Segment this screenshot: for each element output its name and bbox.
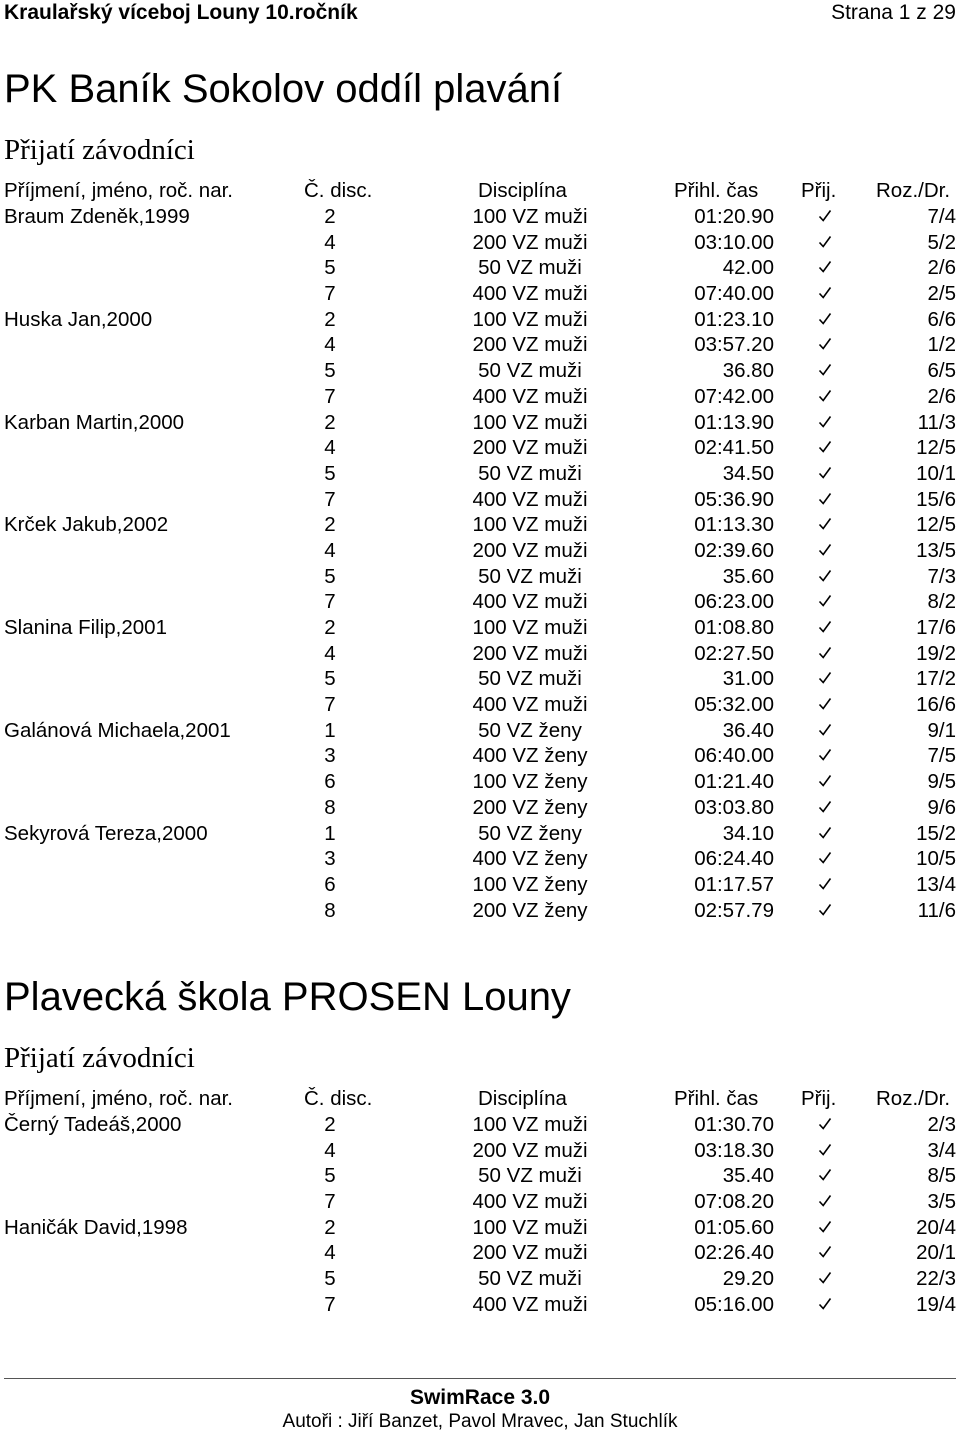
- table-row: [4, 615, 956, 641]
- spacer: [4, 166, 904, 178]
- discipline-number: 4: [324, 641, 336, 665]
- discipline-number: 5: [324, 359, 336, 383]
- event-name: Kraulařský víceboj Louny 10.ročník: [4, 1, 358, 24]
- discipline-name: 100 VZ muži: [472, 410, 588, 434]
- entry-time: 07:08.20: [694, 1190, 774, 1214]
- heat-lane: 13/4: [916, 872, 956, 896]
- column-header-name: Příjmení, jméno, roč. nar.: [4, 1087, 234, 1110]
- checkmark-icon: [814, 332, 836, 358]
- table-row: [4, 230, 956, 256]
- discipline-name: 100 VZ muži: [472, 1113, 588, 1136]
- checkmark-icon: [814, 435, 836, 461]
- table-row: [4, 1138, 956, 1164]
- swimmer-name: Huska Jan,2000: [4, 307, 153, 331]
- column-header-name: Příjmení, jméno, roč. nar.: [4, 179, 234, 202]
- column-header-chk: Přij.: [801, 179, 837, 202]
- table-row: [4, 512, 956, 538]
- table-row: [4, 435, 956, 461]
- heat-lane: 19/4: [916, 1292, 956, 1316]
- entry-time: 34.10: [722, 821, 774, 845]
- checkmark-icon: [814, 1240, 836, 1266]
- entry-time: 01:08.80: [694, 616, 774, 639]
- table-row: [4, 538, 956, 564]
- heat-lane: 9/6: [927, 795, 956, 819]
- entry-time: 02:27.50: [694, 641, 774, 665]
- discipline-number: 7: [324, 693, 336, 717]
- heat-lane: 19/2: [916, 641, 956, 665]
- table-row: [4, 718, 956, 744]
- table-row: [4, 1163, 956, 1189]
- page-counter: Strana 1 z 29: [831, 1, 956, 24]
- checkmark-icon: [814, 487, 836, 513]
- swimmer-name: Černý Tadeáš,2000: [4, 1113, 182, 1136]
- footer-title: SwimRace 3.0: [409, 1386, 551, 1409]
- heat-lane: 6/5: [927, 359, 956, 383]
- checkmark-icon: [814, 666, 836, 692]
- entry-time: 03:10.00: [694, 230, 774, 254]
- checkmark-icon: [814, 1266, 836, 1292]
- checkmark-icon: [814, 281, 836, 307]
- discipline-number: 4: [324, 230, 336, 254]
- checkmark-icon: [814, 1163, 836, 1189]
- heat-lane: 15/2: [916, 821, 956, 845]
- entry-time: 02:39.60: [694, 538, 774, 562]
- discipline-name: 400 VZ ženy: [472, 847, 588, 871]
- checkmark-icon: [814, 1292, 836, 1318]
- checkmark-icon: [814, 564, 836, 590]
- discipline-number: 1: [324, 821, 336, 845]
- discipline-name: 100 VZ muži: [472, 307, 588, 331]
- discipline-name: 200 VZ muži: [472, 538, 588, 562]
- entry-time: 36.80: [722, 359, 774, 383]
- discipline-number: 6: [324, 770, 336, 794]
- heat-lane: 6/6: [927, 307, 956, 331]
- column-header-disc: Disciplína: [478, 179, 567, 202]
- discipline-number: 5: [324, 256, 336, 280]
- checkmark-icon: [814, 512, 836, 538]
- column-header-roz: Roz./Dr.: [876, 1087, 951, 1110]
- discipline-name: 400 VZ muži: [472, 282, 588, 306]
- entry-time: 05:32.00: [694, 693, 774, 717]
- entry-time: 29.20: [722, 1267, 774, 1291]
- entry-time: 07:42.00: [694, 384, 774, 408]
- discipline-name: 100 VZ muži: [472, 513, 588, 537]
- checkmark-icon: [814, 692, 836, 718]
- spacer: [4, 1020, 904, 1042]
- table-row: [4, 1240, 956, 1266]
- heat-lane: 9/5: [927, 770, 956, 794]
- spacer: [4, 1074, 904, 1086]
- heat-lane: 7/5: [927, 744, 956, 768]
- table-row: [4, 332, 956, 358]
- checkmark-icon: [814, 589, 836, 615]
- discipline-name: 200 VZ muži: [472, 333, 588, 357]
- heat-lane: 13/5: [916, 538, 956, 562]
- discipline-name: 50 VZ muži: [478, 461, 582, 485]
- table-row: [4, 461, 956, 487]
- discipline-name: 50 VZ ženy: [478, 821, 582, 845]
- discipline-name: 50 VZ muži: [478, 256, 582, 280]
- discipline-name: 50 VZ muži: [478, 359, 582, 383]
- discipline-number: 2: [324, 1215, 336, 1239]
- checkmark-icon: [814, 384, 836, 410]
- checkmark-icon: [814, 743, 836, 769]
- discipline-name: 100 VZ ženy: [472, 872, 588, 896]
- discipline-number: 7: [324, 1292, 336, 1316]
- discipline-name: 400 VZ muži: [472, 1190, 588, 1214]
- table-header: [4, 1086, 951, 1112]
- entry-time: 06:40.00: [694, 744, 774, 768]
- discipline-number: 1: [324, 718, 336, 742]
- table-row: [4, 1266, 956, 1292]
- discipline-number: 5: [324, 461, 336, 485]
- entry-time: 03:18.30: [694, 1138, 774, 1162]
- club-section: [4, 66, 956, 923]
- discipline-name: 50 VZ ženy: [478, 718, 582, 742]
- heat-lane: 2/3: [927, 1113, 956, 1136]
- discipline-number: 7: [324, 1190, 336, 1214]
- entry-time: 01:13.30: [694, 513, 774, 537]
- discipline-number: 4: [324, 538, 336, 562]
- heat-lane: 2/6: [927, 256, 956, 280]
- table-row: [4, 898, 956, 924]
- checkmark-icon: [814, 538, 836, 564]
- table-row: [4, 204, 956, 230]
- table-row: [4, 384, 956, 410]
- discipline-name: 100 VZ muži: [472, 616, 588, 639]
- discipline-name: 200 VZ muži: [472, 230, 588, 254]
- column-header-time: Přihl. čas: [674, 179, 759, 202]
- discipline-number: 7: [324, 282, 336, 306]
- entry-time: 42.00: [722, 256, 774, 280]
- entry-time: 01:17.57: [694, 872, 774, 896]
- table-row: [4, 692, 956, 718]
- checkmark-icon: [814, 846, 836, 872]
- footer-divider: [4, 1378, 956, 1379]
- entry-time: 34.50: [722, 461, 774, 485]
- discipline-number: 6: [324, 872, 336, 896]
- entry-time: 36.40: [722, 718, 774, 742]
- discipline-name: 50 VZ muži: [478, 564, 582, 588]
- checkmark-icon: [814, 1112, 836, 1138]
- heat-lane: 16/6: [916, 693, 956, 717]
- heat-lane: 11/3: [917, 410, 956, 434]
- heat-lane: 12/5: [916, 513, 956, 537]
- entry-time: 35.60: [722, 564, 774, 588]
- page-header: [4, 0, 956, 26]
- discipline-number: 4: [324, 333, 336, 357]
- discipline-name: 100 VZ muži: [472, 1215, 588, 1239]
- heat-lane: 17/6: [916, 616, 956, 639]
- discipline-name: 200 VZ muži: [472, 1138, 588, 1162]
- table-row: [4, 410, 956, 436]
- entry-time: 02:26.40: [694, 1241, 774, 1265]
- column-header-chk: Přij.: [801, 1087, 837, 1110]
- swimmer-name: Krček Jakub,2002: [4, 513, 169, 537]
- table-row: [4, 1189, 956, 1215]
- entry-time: 01:30.70: [694, 1113, 774, 1136]
- entry-time: 01:21.40: [694, 770, 774, 794]
- table-row: [4, 281, 956, 307]
- discipline-number: 4: [324, 1138, 336, 1162]
- table-header: [4, 178, 951, 204]
- heat-lane: 8/5: [927, 1164, 956, 1188]
- discipline-name: 200 VZ muži: [472, 641, 588, 665]
- discipline-name: 400 VZ muži: [472, 590, 588, 614]
- swimmer-name: Haničák David,1998: [4, 1215, 188, 1239]
- section-subtitle: Přijatí závodníci: [4, 1042, 195, 1074]
- discipline-name: 400 VZ muži: [472, 487, 588, 511]
- heat-lane: 2/5: [927, 282, 956, 306]
- discipline-number: 5: [324, 1164, 336, 1188]
- discipline-name: 200 VZ ženy: [472, 795, 588, 819]
- entry-time: 02:57.79: [694, 898, 774, 922]
- entry-time: 05:36.90: [694, 487, 774, 511]
- heat-lane: 3/4: [927, 1138, 956, 1162]
- discipline-number: 7: [324, 384, 336, 408]
- checkmark-icon: [814, 461, 836, 487]
- column-header-roz: Roz./Dr.: [876, 179, 951, 202]
- checkmark-icon: [814, 769, 836, 795]
- heat-lane: 3/5: [927, 1190, 956, 1214]
- club-section: [4, 974, 956, 1318]
- checkmark-icon: [814, 872, 836, 898]
- table-row: [4, 487, 956, 513]
- discipline-number: 5: [324, 667, 336, 691]
- discipline-number: 2: [324, 307, 336, 331]
- table-row: [4, 872, 956, 898]
- discipline-number: 2: [324, 1113, 336, 1136]
- discipline-name: 50 VZ muži: [478, 1267, 582, 1291]
- section-subtitle: Přijatí závodníci: [4, 134, 195, 166]
- heat-lane: 17/2: [916, 667, 956, 691]
- discipline-name: 400 VZ muži: [472, 384, 588, 408]
- heat-lane: 9/1: [927, 718, 956, 742]
- swimmer-name: Slanina Filip,2001: [4, 616, 167, 639]
- swimmer-name: Galánová Michaela,2001: [4, 718, 231, 742]
- checkmark-icon: [814, 1215, 836, 1241]
- swimmer-name: Karban Martin,2000: [4, 410, 185, 434]
- discipline-name: 400 VZ ženy: [472, 744, 588, 768]
- discipline-name: 100 VZ muži: [472, 205, 588, 228]
- table-row: [4, 255, 956, 281]
- discipline-number: 5: [324, 1267, 336, 1291]
- table-row: [4, 743, 956, 769]
- discipline-number: 3: [324, 744, 336, 768]
- heat-lane: 11/6: [917, 898, 956, 922]
- heat-lane: 20/4: [916, 1215, 956, 1239]
- table-row: [4, 795, 956, 821]
- checkmark-icon: [814, 255, 836, 281]
- entry-time: 05:16.00: [694, 1292, 774, 1316]
- table-row: [4, 641, 956, 667]
- discipline-number: 7: [324, 487, 336, 511]
- table-row: [4, 1215, 956, 1241]
- heat-lane: 10/1: [916, 461, 956, 485]
- checkmark-icon: [814, 641, 836, 667]
- heat-lane: 22/3: [916, 1267, 956, 1291]
- discipline-number: 2: [324, 513, 336, 537]
- checkmark-icon: [814, 615, 836, 641]
- heat-lane: 8/2: [927, 590, 956, 614]
- discipline-name: 200 VZ muži: [472, 1241, 588, 1265]
- discipline-number: 2: [324, 205, 336, 228]
- checkmark-icon: [814, 821, 836, 847]
- heat-lane: 15/6: [916, 487, 956, 511]
- discipline-name: 400 VZ muži: [472, 1292, 588, 1316]
- club-title: Plavecká škola PROSEN Louny: [4, 975, 571, 1019]
- discipline-name: 50 VZ muži: [478, 667, 582, 691]
- table-row: [4, 821, 956, 847]
- discipline-number: 4: [324, 436, 336, 460]
- swimmer-name: Braum Zdeněk,1999: [4, 205, 190, 228]
- table-row: [4, 1292, 956, 1318]
- column-header-num: Č. disc.: [304, 179, 373, 202]
- table-row: [4, 589, 956, 615]
- swimmer-name: Sekyrová Tereza,2000: [4, 821, 208, 845]
- discipline-number: 3: [324, 847, 336, 871]
- entry-time: 01:23.10: [694, 307, 774, 331]
- discipline-name: 200 VZ ženy: [472, 898, 588, 922]
- checkmark-icon: [814, 230, 836, 256]
- entry-time: 03:57.20: [694, 333, 774, 357]
- entry-time: 02:41.50: [694, 436, 774, 460]
- heat-lane: 2/6: [927, 384, 956, 408]
- table-row: [4, 1112, 956, 1138]
- checkmark-icon: [814, 307, 836, 333]
- discipline-number: 4: [324, 1241, 336, 1265]
- entry-time: 03:03.80: [694, 795, 774, 819]
- column-header-time: Přihl. čas: [674, 1087, 759, 1110]
- entry-time: 06:24.40: [694, 847, 774, 871]
- table-row: [4, 769, 956, 795]
- heat-lane: 7/4: [927, 205, 956, 228]
- discipline-name: 200 VZ muži: [472, 436, 588, 460]
- table-row: [4, 666, 956, 692]
- checkmark-icon: [814, 1138, 836, 1164]
- checkmark-icon: [814, 1189, 836, 1215]
- discipline-name: 400 VZ muži: [472, 693, 588, 717]
- discipline-number: 7: [324, 590, 336, 614]
- checkmark-icon: [814, 204, 836, 230]
- footer-authors: Autoři : Jiří Banzet, Pavol Mravec, Jan Stuchlík: [282, 1411, 678, 1432]
- entry-time: 31.00: [722, 667, 774, 691]
- entry-time: 35.40: [722, 1164, 774, 1188]
- checkmark-icon: [814, 898, 836, 924]
- entry-time: 01:13.90: [694, 410, 774, 434]
- table-row: [4, 358, 956, 384]
- entry-time: 01:20.90: [694, 205, 774, 228]
- column-header-disc: Disciplína: [478, 1087, 567, 1110]
- discipline-number: 8: [324, 795, 336, 819]
- checkmark-icon: [814, 358, 836, 384]
- entry-time: 07:40.00: [694, 282, 774, 306]
- heat-lane: 1/2: [927, 333, 956, 357]
- table-row: [4, 564, 956, 590]
- discipline-number: 8: [324, 898, 336, 922]
- discipline-number: 2: [324, 616, 336, 639]
- discipline-number: 5: [324, 564, 336, 588]
- checkmark-icon: [814, 718, 836, 744]
- discipline-number: 2: [324, 410, 336, 434]
- discipline-name: 50 VZ muži: [478, 1164, 582, 1188]
- entry-time: 06:23.00: [694, 590, 774, 614]
- entry-time: 01:05.60: [694, 1215, 774, 1239]
- table-row: [4, 846, 956, 872]
- discipline-name: 100 VZ ženy: [472, 770, 588, 794]
- column-header-num: Č. disc.: [304, 1087, 373, 1110]
- heat-lane: 5/2: [927, 230, 956, 254]
- club-title: PK Baník Sokolov oddíl plavání: [4, 67, 563, 111]
- heat-lane: 10/5: [916, 847, 956, 871]
- checkmark-icon: [814, 410, 836, 436]
- heat-lane: 7/3: [927, 564, 956, 588]
- heat-lane: 20/1: [916, 1241, 956, 1265]
- table-row: [4, 307, 956, 333]
- spacer: [4, 112, 904, 134]
- checkmark-icon: [814, 795, 836, 821]
- heat-lane: 12/5: [916, 436, 956, 460]
